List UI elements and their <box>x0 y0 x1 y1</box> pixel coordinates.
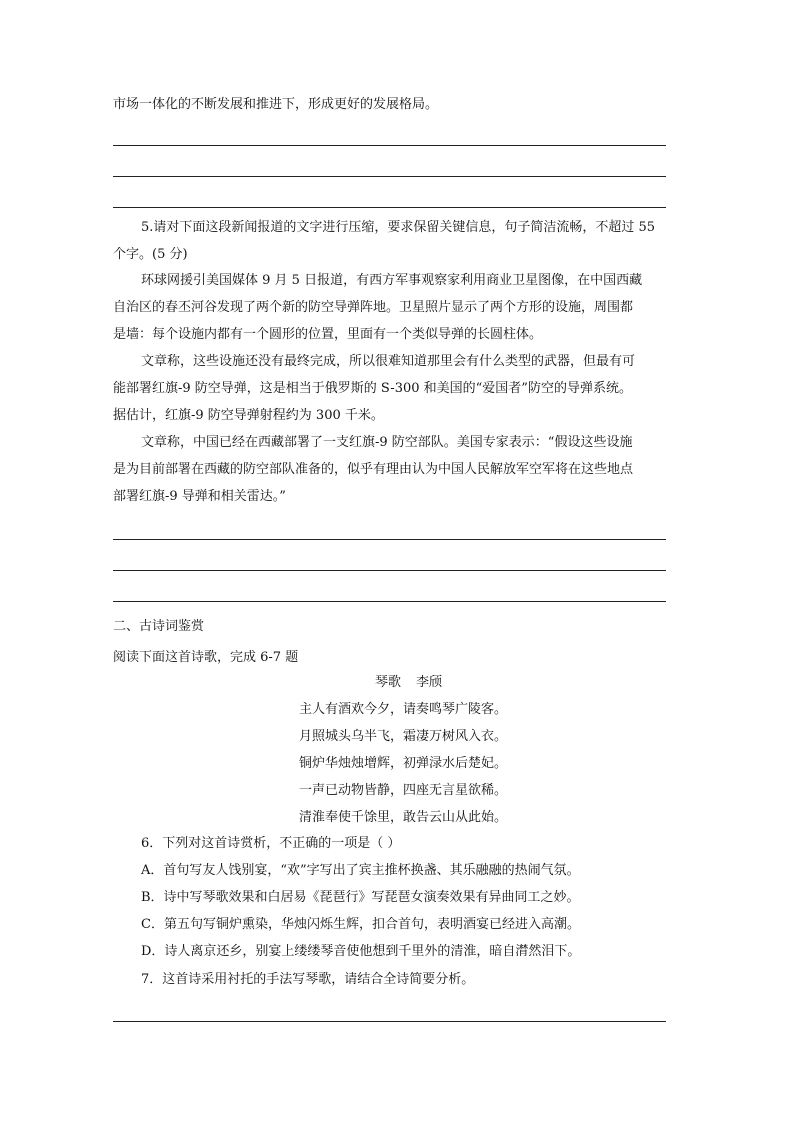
q5-passage-p2-line1: 文章称，这些设施还没有最终完成，所以很难知道那里会有什么类型的武器，但最有可 <box>141 354 636 369</box>
poem-line: 月照城头乌半飞，霜凄万树风入衣。 <box>299 729 508 744</box>
q5-passage-p3-line2: 是为目前部署在西藏的防空部队准备的，似乎有理由认为中国人民解放军空军将在这些地点 <box>113 462 634 477</box>
q6-option-a: A．首句写友人饯别宴，“欢”字写出了宾主推杯换盏、其乐融融的热闹气氛。 <box>141 863 580 878</box>
q6-option-b: B．诗中写琴歌效果和白居易《琵琶行》写琵琶女演奏效果有异曲同工之妙。 <box>141 890 580 905</box>
q7-stem: 7．这首诗采用衬托的手法写琴歌，请结合全诗简要分析。 <box>141 972 475 987</box>
q5-passage-p2-line2: 能部署红旗-9 防空导弹，这是相当于俄罗斯的 S-300 和美国的“爱国者”防空的导弹系统。 <box>113 381 632 396</box>
answer-line <box>113 207 666 208</box>
q5-passage-p3-line1: 文章称，中国已经在西藏部署了一支红旗-9 防空部队。美国专家表示：“假设这些设施 <box>141 435 633 450</box>
q5-prompt-line2: 个字。(5 分) <box>113 247 188 262</box>
answer-line <box>113 1021 666 1022</box>
q6-stem: 6．下列对这首诗赏析，不正确的一项是（ ） <box>141 836 401 851</box>
q5-passage-p3-line3: 部署红旗-9 导弹和相关雷达。” <box>113 489 286 504</box>
poem-title: 琴歌 <box>375 675 402 690</box>
answer-line <box>113 539 666 540</box>
answer-line <box>113 570 666 571</box>
poem-author: 李颀 <box>416 675 443 690</box>
poem-line: 一声已动物皆静，四座无言星欲稀。 <box>299 783 508 798</box>
q5-passage-p1-line2: 自治区的春丕河谷发现了两个新的防空导弹阵地。卫星照片显示了两个方形的设施，周围都 <box>113 300 634 315</box>
answer-line <box>113 145 666 146</box>
answer-line <box>113 176 666 177</box>
section-heading: 二、古诗词鉴赏 <box>113 619 205 634</box>
poem-line: 清淮奉使千馀里，敢告云山从此始。 <box>299 810 508 825</box>
poem-line: 主人有酒欢今夕，请奏鸣琴广陵客。 <box>299 702 508 717</box>
section-instruction: 阅读下面这首诗歌，完成 6-7 题 <box>113 650 299 665</box>
q5-passage-p2-line3: 据估计，红旗-9 防空导弹射程约为 300 千米。 <box>113 408 384 423</box>
q5-prompt-line1: 5.请对下面这段新闻报道的文字进行压缩，要求保留关键信息，句子简洁流畅，不超过 55 <box>141 220 656 235</box>
q5-passage-p1-line3: 是墙：每个设施内都有一个圆形的位置，里面有一个类似导弹的长圆柱体。 <box>113 327 543 342</box>
q5-passage-p1-line1: 环球网援引美国媒体 9 月 5 日报道，有西方军事观察家利用商业卫星图像，在中国西藏 <box>141 273 643 288</box>
q6-option-c: C．第五句写铜炉熏染，华烛闪烁生辉，扣合首句，表明酒宴已经进入高潮。 <box>141 917 580 932</box>
intro-continuation: 市场一体化的不断发展和推进下，形成更好的发展格局。 <box>113 97 439 112</box>
q6-option-d: D．诗人离京还乡，别宴上缕缕琴音使他想到千里外的清淮，暗自潸然泪下。 <box>141 944 581 959</box>
poem-line: 铜炉华烛烛增辉，初弹渌水后楚妃。 <box>299 756 508 771</box>
answer-line <box>113 601 666 602</box>
